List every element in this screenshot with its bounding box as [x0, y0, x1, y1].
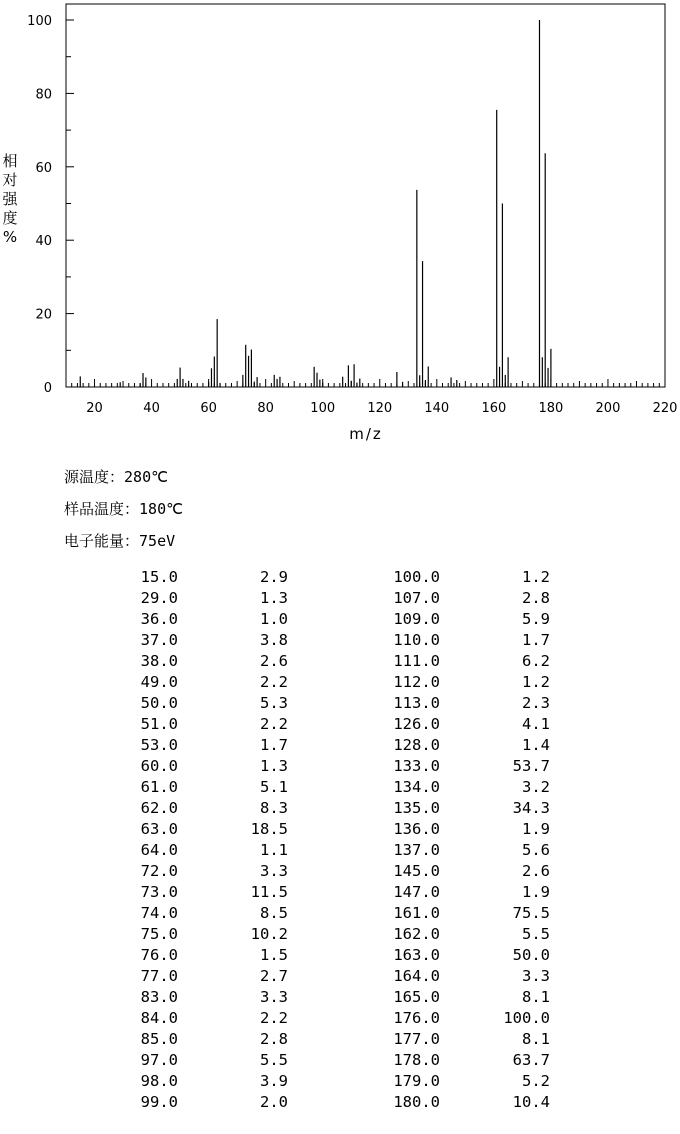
- peak-mz: 165.0: [393, 988, 440, 1006]
- peak-mz: 50.0: [140, 694, 178, 712]
- source-temperature: [64, 467, 168, 487]
- peak-mz: 145.0: [393, 862, 440, 880]
- peak-mz: 179.0: [393, 1072, 440, 1090]
- peak-intensity: 3.3: [522, 967, 550, 985]
- peak-mz: 83.0: [140, 988, 178, 1006]
- peak-mz: 107.0: [393, 589, 440, 607]
- peak-intensity: 3.2: [522, 778, 550, 796]
- peak-intensity: 5.2: [522, 1072, 550, 1090]
- x-tick-label: 80: [257, 401, 274, 416]
- peak-intensity: 5.3: [260, 694, 288, 712]
- peak-intensity: 2.8: [260, 1030, 288, 1048]
- peak-intensity: 34.3: [512, 799, 550, 817]
- peak-intensity: 5.5: [260, 1051, 288, 1069]
- peak-intensity: 1.9: [522, 820, 550, 838]
- peak-intensity: 8.3: [260, 799, 288, 817]
- y-axis-label-char: 相: [2, 152, 18, 170]
- peak-mz: 133.0: [393, 757, 440, 775]
- peak-mz: 72.0: [140, 862, 178, 880]
- y-tick-label: 100: [27, 14, 52, 29]
- y-axis-label-char: %: [2, 228, 18, 246]
- peak-intensity: 100.0: [503, 1009, 550, 1027]
- x-tick-label: 140: [424, 401, 450, 416]
- peak-intensity: 6.2: [522, 652, 550, 670]
- x-tick-label: 60: [200, 401, 217, 416]
- peak-intensity: 2.6: [522, 862, 550, 880]
- sample-temperature-label: 样品温度：: [64, 500, 140, 518]
- peak-intensity: 5.5: [522, 925, 550, 943]
- peak-mz: 64.0: [140, 841, 178, 859]
- peak-intensity: 10.2: [250, 925, 288, 943]
- peak-mz: 137.0: [393, 841, 440, 859]
- peak-mz: 164.0: [393, 967, 440, 985]
- peak-intensity: 5.9: [522, 610, 550, 628]
- peak-mz: 100.0: [393, 568, 440, 586]
- peak-intensity: 2.2: [260, 673, 288, 691]
- peak-intensity: 8.1: [522, 1030, 550, 1048]
- peak-mz: 112.0: [393, 673, 440, 691]
- peak-mz: 77.0: [140, 967, 178, 985]
- peak-mz: 134.0: [393, 778, 440, 796]
- peak-intensity: 2.7: [260, 967, 288, 985]
- peak-intensity: 1.9: [522, 883, 550, 901]
- peak-mz: 98.0: [140, 1072, 178, 1090]
- peak-mz: 178.0: [393, 1051, 440, 1069]
- peak-mz: 135.0: [393, 799, 440, 817]
- peak-intensity: 75.5: [512, 904, 550, 922]
- x-axis-label: m/z: [349, 425, 383, 443]
- x-tick-label: 40: [143, 401, 160, 416]
- peak-intensity: 3.3: [260, 862, 288, 880]
- peak-mz: 126.0: [393, 715, 440, 733]
- plot-frame: [66, 4, 665, 387]
- peak-mz: 53.0: [140, 736, 178, 754]
- peak-intensity: 10.4: [512, 1093, 550, 1111]
- peak-intensity: 1.1: [260, 841, 288, 859]
- peak-intensity: 2.2: [260, 1009, 288, 1027]
- y-tick-label: 20: [35, 307, 52, 323]
- peak-mz: 60.0: [140, 757, 178, 775]
- peak-intensity: 2.0: [260, 1093, 288, 1111]
- x-tick-label: 120: [367, 401, 393, 416]
- y-tick-label: 80: [35, 87, 52, 103]
- source-temperature-value: 280℃: [124, 468, 168, 486]
- peak-mz: 63.0: [140, 820, 178, 838]
- peak-intensity: 2.9: [260, 568, 288, 586]
- y-tick-label: 0: [43, 381, 52, 396]
- peak-mz: 97.0: [140, 1051, 178, 1069]
- peak-intensity: 4.1: [522, 715, 550, 733]
- peak-intensity: 1.3: [260, 757, 288, 775]
- peak-intensity: 3.9: [260, 1072, 288, 1090]
- peak-mz: 61.0: [140, 778, 178, 796]
- peak-mz: 29.0: [140, 589, 178, 607]
- sample-temperature-value: 180℃: [139, 500, 183, 518]
- y-axis-label-char: 强: [2, 190, 18, 208]
- x-tick-label: 220: [652, 401, 678, 416]
- peak-intensity: 1.7: [522, 631, 550, 649]
- peak-intensity: 50.0: [512, 946, 550, 964]
- sample-temperature: [64, 499, 183, 519]
- peak-mz: 161.0: [393, 904, 440, 922]
- peak-mz: 111.0: [393, 652, 440, 670]
- peak-mz: 110.0: [393, 631, 440, 649]
- peak-intensity: 1.3: [260, 589, 288, 607]
- y-axis-label-char: 对: [2, 171, 18, 189]
- peak-mz: 38.0: [140, 652, 178, 670]
- peak-mz: 180.0: [393, 1093, 440, 1111]
- peak-mz: 109.0: [393, 610, 440, 628]
- y-axis-label-char: 度: [2, 209, 18, 227]
- y-tick-label: 60: [35, 160, 52, 176]
- peak-mz: 99.0: [140, 1093, 178, 1111]
- peak-intensity: 1.0: [260, 610, 288, 628]
- peak-intensity: 2.8: [522, 589, 550, 607]
- peak-intensity: 2.6: [260, 652, 288, 670]
- electron-energy: [64, 531, 175, 551]
- mass-spectrum-chart: [0, 0, 680, 450]
- peak-intensity: 5.1: [260, 778, 288, 796]
- y-tick-label: 40: [35, 234, 52, 250]
- peak-mz: 15.0: [140, 568, 178, 586]
- peak-mz: 75.0: [140, 925, 178, 943]
- peak-mz: 51.0: [140, 715, 178, 733]
- peak-mz: 76.0: [140, 946, 178, 964]
- peak-mz: 176.0: [393, 1009, 440, 1027]
- x-tick-label: 200: [595, 401, 621, 416]
- peak-mz: 136.0: [393, 820, 440, 838]
- peak-intensity: 3.3: [260, 988, 288, 1006]
- electron-energy-label: 电子能量：: [64, 532, 140, 550]
- peak-mz: 84.0: [140, 1009, 178, 1027]
- peak-mz: 85.0: [140, 1030, 178, 1048]
- x-tick-label: 160: [481, 401, 507, 416]
- peak-mz: 74.0: [140, 904, 178, 922]
- peak-mz: 163.0: [393, 946, 440, 964]
- peak-mz: 147.0: [393, 883, 440, 901]
- source-temperature-label: 源温度：: [64, 468, 125, 486]
- peak-mz: 128.0: [393, 736, 440, 754]
- peak-intensity: 3.8: [260, 631, 288, 649]
- x-tick-label: 180: [538, 401, 564, 416]
- peak-intensity: 1.7: [260, 736, 288, 754]
- peak-intensity: 11.5: [250, 883, 288, 901]
- peak-mz: 113.0: [393, 694, 440, 712]
- peak-intensity: 8.5: [260, 904, 288, 922]
- x-tick-label: 100: [310, 401, 336, 416]
- peak-intensity: 2.3: [522, 694, 550, 712]
- peak-intensity: 1.2: [522, 673, 550, 691]
- peak-intensity: 5.6: [522, 841, 550, 859]
- peak-mz: 62.0: [140, 799, 178, 817]
- electron-energy-value: 75eV: [139, 532, 176, 550]
- peak-intensity: 53.7: [512, 757, 550, 775]
- peak-intensity: 18.5: [250, 820, 288, 838]
- peak-mz: 37.0: [140, 631, 178, 649]
- peak-intensity: 8.1: [522, 988, 550, 1006]
- y-axis-label: [2, 152, 18, 247]
- x-tick-label: 20: [86, 401, 103, 416]
- peak-mz: 73.0: [140, 883, 178, 901]
- peak-mz: 177.0: [393, 1030, 440, 1048]
- peak-mz: 162.0: [393, 925, 440, 943]
- peak-intensity: 1.2: [522, 568, 550, 586]
- peak-intensity: 2.2: [260, 715, 288, 733]
- peak-intensity: 1.5: [260, 946, 288, 964]
- peak-mz: 49.0: [140, 673, 178, 691]
- peak-intensity: 1.4: [522, 736, 550, 754]
- peak-intensity: 63.7: [512, 1051, 550, 1069]
- peak-mz: 36.0: [140, 610, 178, 628]
